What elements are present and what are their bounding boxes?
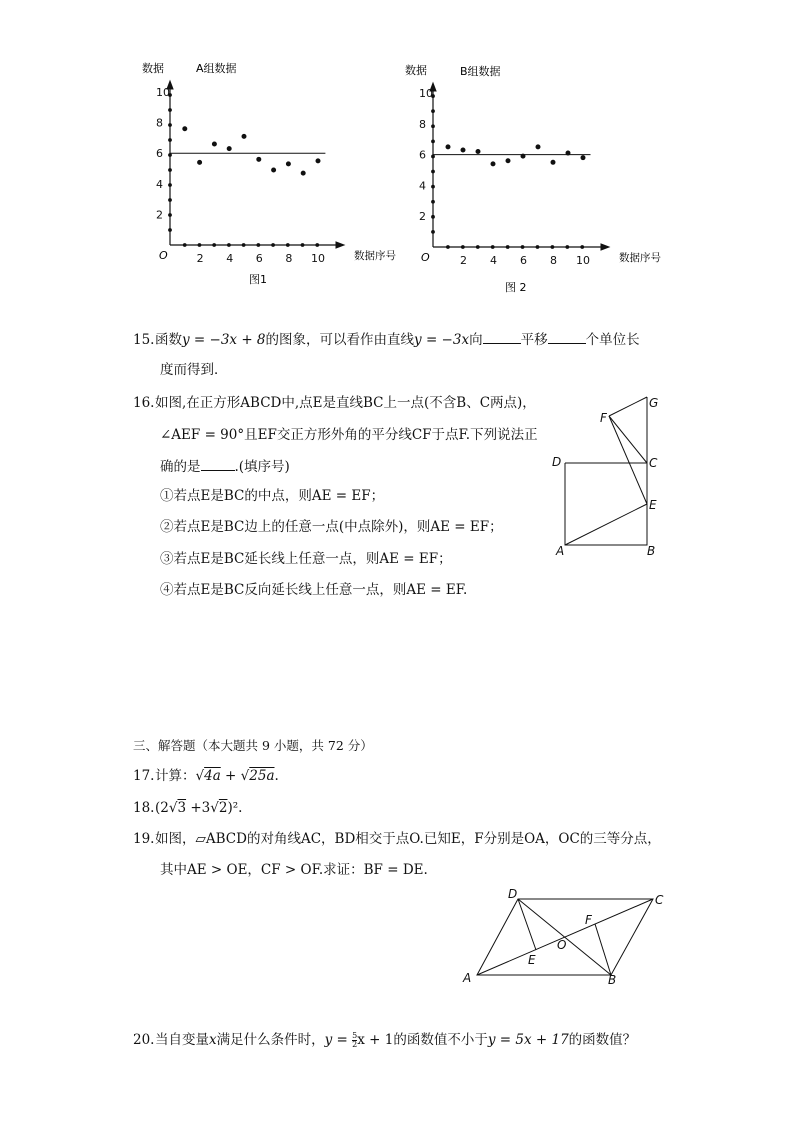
- x-axis-dot: [286, 244, 289, 247]
- question-16-line2: ∠AEF = 90°且EF交正方形外角的平分线CF于点F.下列说法正: [160, 427, 538, 443]
- x-axis-dot: [447, 246, 450, 249]
- question-19-line1: [133, 830, 661, 848]
- q16-text: 确的是: [160, 459, 201, 475]
- x-axis-dot: [581, 246, 584, 249]
- fig2-xlabel: 数据序号: [619, 252, 661, 264]
- x-axis-dot: [476, 246, 479, 249]
- x-axis-dot: [566, 246, 569, 249]
- x-axis-dot: [461, 246, 464, 249]
- q18-radicand: 2: [218, 800, 228, 816]
- q17-radicand: 25a: [249, 768, 275, 784]
- data-point: [257, 157, 261, 161]
- q15-expr: y = −3x: [414, 332, 470, 348]
- label-f: F: [600, 411, 607, 425]
- data-point: [286, 162, 290, 166]
- label-a: A: [463, 971, 472, 985]
- question-number: 15.: [133, 332, 155, 348]
- question-17: [133, 767, 279, 785]
- data-point: [506, 159, 510, 163]
- y-tick-label: 10: [419, 87, 433, 100]
- x-axis-dot: [521, 246, 524, 249]
- figure-1-scatter-chart: [130, 55, 396, 290]
- x-axis-dot: [506, 246, 509, 249]
- line-ae: [565, 504, 647, 545]
- data-point: [521, 154, 525, 158]
- label-c: C: [655, 893, 664, 907]
- data-point: [272, 168, 276, 172]
- y-tick-label: 6: [419, 148, 426, 162]
- fig1-xlabel: 数据序号: [354, 250, 396, 262]
- y-axis-dot: [169, 109, 172, 112]
- q16-text: .(填序号): [234, 459, 290, 475]
- question-number: 16.: [133, 395, 155, 411]
- y-tick-label: 4: [156, 177, 163, 191]
- y-tick-label: 8: [156, 116, 163, 130]
- x-axis-dot: [491, 246, 494, 249]
- x-axis-dot: [198, 244, 201, 247]
- x-axis-dot: [213, 244, 216, 247]
- question-number: 18.: [133, 800, 155, 816]
- segment-bf: [595, 924, 611, 975]
- y-tick-label: 8: [419, 117, 426, 131]
- fraction-numerator: 5: [352, 1031, 358, 1040]
- line-cf: [609, 416, 647, 463]
- y-axis-dot: [432, 185, 435, 188]
- question-16-square-figure: [548, 392, 673, 562]
- y-tick-label: 2: [156, 208, 163, 222]
- y-axis-dot: [432, 231, 435, 234]
- label-a: A: [556, 544, 565, 558]
- x-tick-label: 2: [460, 254, 467, 267]
- q16-option-2: ②若点E是BC边上的任意一点(中点除外)，则AE = EF；: [160, 519, 503, 535]
- data-point: [446, 145, 450, 149]
- question-16-line1: [133, 394, 536, 412]
- q17-radicand: 4a: [204, 768, 221, 784]
- q19-text: 如图，▱ABCD的对角线AC，BD相交于点O.已知E，F分别是OA，OC的三等分点，: [155, 831, 661, 847]
- question-number: 19.: [133, 831, 155, 847]
- label-c: C: [649, 456, 658, 470]
- answer-blank[interactable]: [201, 458, 235, 471]
- x-tick-label: 8: [550, 254, 557, 267]
- q20-var: x: [209, 1032, 217, 1048]
- q18-radicand: 3: [177, 800, 187, 816]
- fig2-title: B组数据: [460, 65, 501, 78]
- fig1-title: A组数据: [196, 62, 237, 75]
- y-tick-label: 4: [419, 179, 426, 193]
- question-19-line2: 其中AE > OE，CF > OF.求证：BF = DE.: [160, 862, 428, 878]
- label-f: F: [585, 913, 592, 927]
- q20-text: 的函数值？: [568, 1032, 637, 1048]
- question-15-line2: 度而得到．: [160, 362, 228, 378]
- y-axis-dot: [432, 170, 435, 173]
- y-axis-dot: [169, 214, 172, 217]
- y-tick-label: 2: [419, 210, 426, 224]
- label-e: E: [528, 953, 536, 967]
- data-point: [316, 159, 320, 163]
- y-axis-dot: [169, 169, 172, 172]
- x-tick-label: 6: [520, 254, 527, 267]
- data-point: [536, 145, 540, 149]
- question-number: 17.: [133, 768, 155, 784]
- q17-op: +: [220, 768, 241, 784]
- label-b: B: [647, 544, 656, 558]
- fig2-origin: O: [421, 251, 430, 264]
- x-axis-dot: [536, 246, 539, 249]
- y-axis-dot: [432, 200, 435, 203]
- answer-blank[interactable]: [483, 331, 521, 344]
- sqrt-symbol: √: [195, 768, 205, 784]
- fig1-origin: O: [159, 249, 168, 262]
- question-18: [133, 799, 242, 817]
- y-axis-dot: [432, 125, 435, 128]
- data-point: [491, 162, 495, 166]
- y-tick-label: 6: [156, 147, 163, 161]
- y-tick-label: 10: [156, 86, 170, 99]
- data-point: [198, 160, 202, 164]
- x-axis-dot: [272, 244, 275, 247]
- label-g: G: [649, 396, 659, 410]
- fig1-caption: 图1: [249, 273, 267, 286]
- sqrt-symbol: √: [240, 768, 250, 784]
- q20-expr: y = 5x + 17: [487, 1032, 569, 1048]
- x-axis-arrow: [336, 242, 344, 248]
- q15-text: 平移: [520, 332, 548, 348]
- sqrt-symbol: √: [210, 800, 219, 816]
- y-axis-dot: [169, 124, 172, 127]
- x-tick-label: 10: [576, 254, 590, 267]
- x-axis-dot: [551, 246, 554, 249]
- x-axis-dot: [316, 244, 319, 247]
- x-tick-label: 4: [226, 252, 234, 265]
- data-point: [212, 142, 216, 146]
- sqrt-symbol: √: [168, 800, 178, 816]
- data-point: [581, 156, 585, 160]
- y-axis-dot: [169, 139, 172, 142]
- x-axis-dot: [257, 244, 260, 247]
- label-d: D: [552, 455, 562, 469]
- q15-expr: y = −3x + 8: [182, 332, 266, 348]
- q17-end: .: [274, 768, 279, 784]
- question-number: 20.: [133, 1032, 155, 1048]
- question-16-line3: [160, 458, 290, 476]
- x-tick-label: 2: [196, 252, 204, 265]
- y-axis-dot: [432, 155, 435, 158]
- q15-text: 函数: [155, 332, 182, 348]
- q18-text: (2: [155, 800, 169, 816]
- data-point: [242, 134, 246, 138]
- question-15-line1: [133, 331, 640, 349]
- q16-option-4: ④若点E是BC反向延长线上任意一点，则AE = EF.: [160, 582, 468, 598]
- y-axis-dot: [169, 229, 172, 232]
- y-axis-dot: [169, 184, 172, 187]
- q18-text: +3: [186, 800, 211, 816]
- x-axis-dot: [228, 244, 231, 247]
- fig2-ylabel: 数据: [405, 64, 427, 77]
- y-axis-dot: [169, 154, 172, 157]
- q16-option-3: ③若点E是BC延长线上任意一点，则AE = EF；: [160, 551, 452, 567]
- q15-text: 向: [469, 332, 483, 348]
- line-ef: [609, 416, 647, 504]
- x-axis-dot: [301, 244, 304, 247]
- data-point: [461, 148, 465, 152]
- q20-text: 当自变量: [155, 1032, 209, 1048]
- x-axis-dot: [242, 244, 245, 247]
- label-d: D: [508, 887, 518, 901]
- y-axis-dot: [169, 199, 172, 202]
- figure-2-scatter-chart: [395, 55, 670, 300]
- x-tick-label: 4: [490, 254, 497, 267]
- y-axis-dot: [432, 140, 435, 143]
- x-axis-arrow: [601, 244, 609, 250]
- data-point: [566, 151, 570, 155]
- q15-text: 的图象，可以看作由直线: [265, 332, 415, 348]
- q20-text: 满足什么条件时，: [216, 1032, 325, 1048]
- data-point: [183, 127, 187, 131]
- data-point: [551, 160, 555, 164]
- y-axis-dot: [432, 110, 435, 113]
- fig2-caption: 图 2: [505, 281, 527, 294]
- x-tick-label: 8: [285, 252, 293, 265]
- q20-text: x + 1的函数值不小于: [357, 1032, 488, 1048]
- x-axis-dot: [183, 244, 186, 247]
- label-b: B: [608, 973, 617, 987]
- x-tick-label: 10: [311, 252, 325, 265]
- answer-blank[interactable]: [548, 331, 586, 344]
- data-point: [301, 171, 305, 175]
- q20-expr: y =: [324, 1032, 353, 1048]
- x-tick-label: 6: [255, 252, 263, 265]
- y-axis-dot: [432, 215, 435, 218]
- data-point: [227, 147, 231, 151]
- fraction-denominator: 2: [352, 1040, 358, 1049]
- question-19-parallelogram-figure: [455, 883, 675, 988]
- label-e: E: [649, 498, 657, 512]
- label-o: O: [557, 938, 567, 952]
- data-point: [476, 150, 480, 154]
- q18-text: )².: [227, 800, 243, 816]
- q16-text: 如图,在正方形ABCD中,点E是直线BC上一点(不含B、C两点)，: [155, 395, 536, 411]
- q15-text: 个单位长: [585, 332, 640, 348]
- q17-text: 计算：: [155, 768, 196, 784]
- line-fg: [609, 397, 647, 416]
- section-3-heading: 三、解答题（本大题共 9 小题，共 72 分）: [133, 738, 373, 753]
- q16-option-1: ①若点E是BC的中点，则AE = EF；: [160, 488, 385, 504]
- question-20: [133, 1031, 636, 1049]
- fig1-ylabel: 数据: [142, 62, 164, 75]
